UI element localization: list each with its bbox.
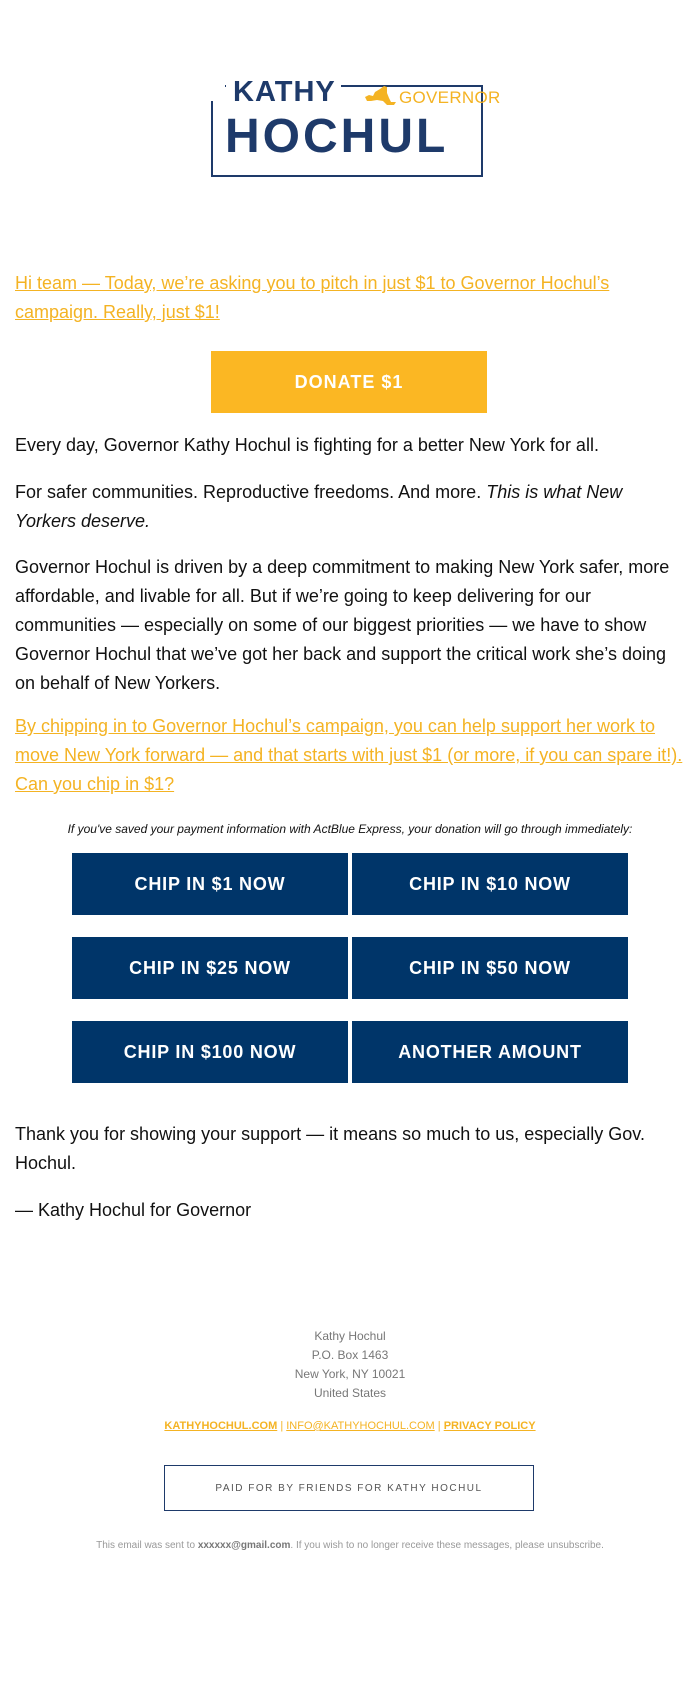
address-line: P.O. Box 1463 xyxy=(311,1348,389,1362)
privacy-policy-link[interactable]: PRIVACY POLICY xyxy=(443,1420,536,1432)
paragraph-safer-communities xyxy=(15,478,685,536)
another-amount-button[interactable]: ANOTHER AMOUNT xyxy=(352,1021,628,1083)
footer-links xyxy=(0,1420,700,1432)
address-line: United States xyxy=(313,1386,387,1400)
intro-link[interactable]: Hi team — Today, we’re asking you to pitch in just $1 to Governor Hochul’s campaign. Really, just $1! xyxy=(15,273,610,322)
logo-name-last: HOCHUL xyxy=(225,110,449,163)
link-separator: | xyxy=(280,1420,284,1432)
chip-in-link[interactable]: By chipping in to Governor Hochul’s campaign, you can help support her work to move New York forward — and that starts with just $1 (or more, if you can spare it!). Can you chip in $1? xyxy=(15,716,683,794)
address-line: Kathy Hochul xyxy=(314,1329,386,1343)
chip-in-10-button[interactable]: CHIP IN $10 NOW xyxy=(352,853,628,915)
thank-you-text: Thank you for showing your support — it means so much to us, especially Gov. Hochul. xyxy=(15,1124,645,1173)
signature: — Kathy Hochul for Governor xyxy=(15,1200,252,1220)
website-link[interactable]: KATHYHOCHUL.COM xyxy=(164,1420,278,1432)
actblue-note: If you've saved your payment information with ActBlue Express, your donation will go through immediately: xyxy=(67,822,633,836)
unsubscribe-note xyxy=(0,1540,700,1551)
sent-prefix: This email was sent to xyxy=(96,1540,198,1551)
chip-in-1-button[interactable]: CHIP IN $1 NOW xyxy=(72,853,348,915)
paragraph-safer-plain: For safer communities. Reproductive freedoms. And more. xyxy=(15,482,487,502)
paragraph-fighting: Every day, Governor Kathy Hochul is fighting for a better New York for all. xyxy=(15,435,599,455)
email-link[interactable]: INFO@KATHYHOCHUL.COM xyxy=(286,1420,435,1432)
paragraph-commitment: Governor Hochul is driven by a deep commitment to making New York safer, more affordable, and livable for all. But if we’re going to keep delivering for our communities — especially on some of our biggest priorities — we have to show Governor Hochul that we’ve got her back and support the critical work she’s doing on behalf of New Yorkers. xyxy=(15,557,670,693)
paragraph-safer-italic: This is what New Yorkers deserve. xyxy=(15,482,623,531)
chip-in-25-button[interactable]: CHIP IN $25 NOW xyxy=(72,937,348,999)
paid-for-disclaimer: PAID FOR BY FRIENDS FOR KATHY HOCHUL xyxy=(164,1465,534,1511)
chip-in-50-button[interactable]: CHIP IN $50 NOW xyxy=(352,937,628,999)
logo-name-first: KATHY xyxy=(226,75,341,109)
campaign-logo xyxy=(211,76,501,177)
link-separator: | xyxy=(437,1420,441,1432)
chip-in-100-button[interactable]: CHIP IN $100 NOW xyxy=(72,1021,348,1083)
mailing-address xyxy=(0,1327,700,1403)
recipient-email: xxxxxx@gmail.com xyxy=(197,1540,291,1551)
logo-title: GOVERNOR xyxy=(399,88,501,107)
new-york-state-icon xyxy=(363,83,397,107)
address-line: New York, NY 10021 xyxy=(294,1367,406,1381)
donate-1-button[interactable]: DONATE $1 xyxy=(211,351,487,413)
sent-suffix[interactable]: . If you wish to no longer receive these messages, please unsubscribe. xyxy=(290,1540,604,1551)
